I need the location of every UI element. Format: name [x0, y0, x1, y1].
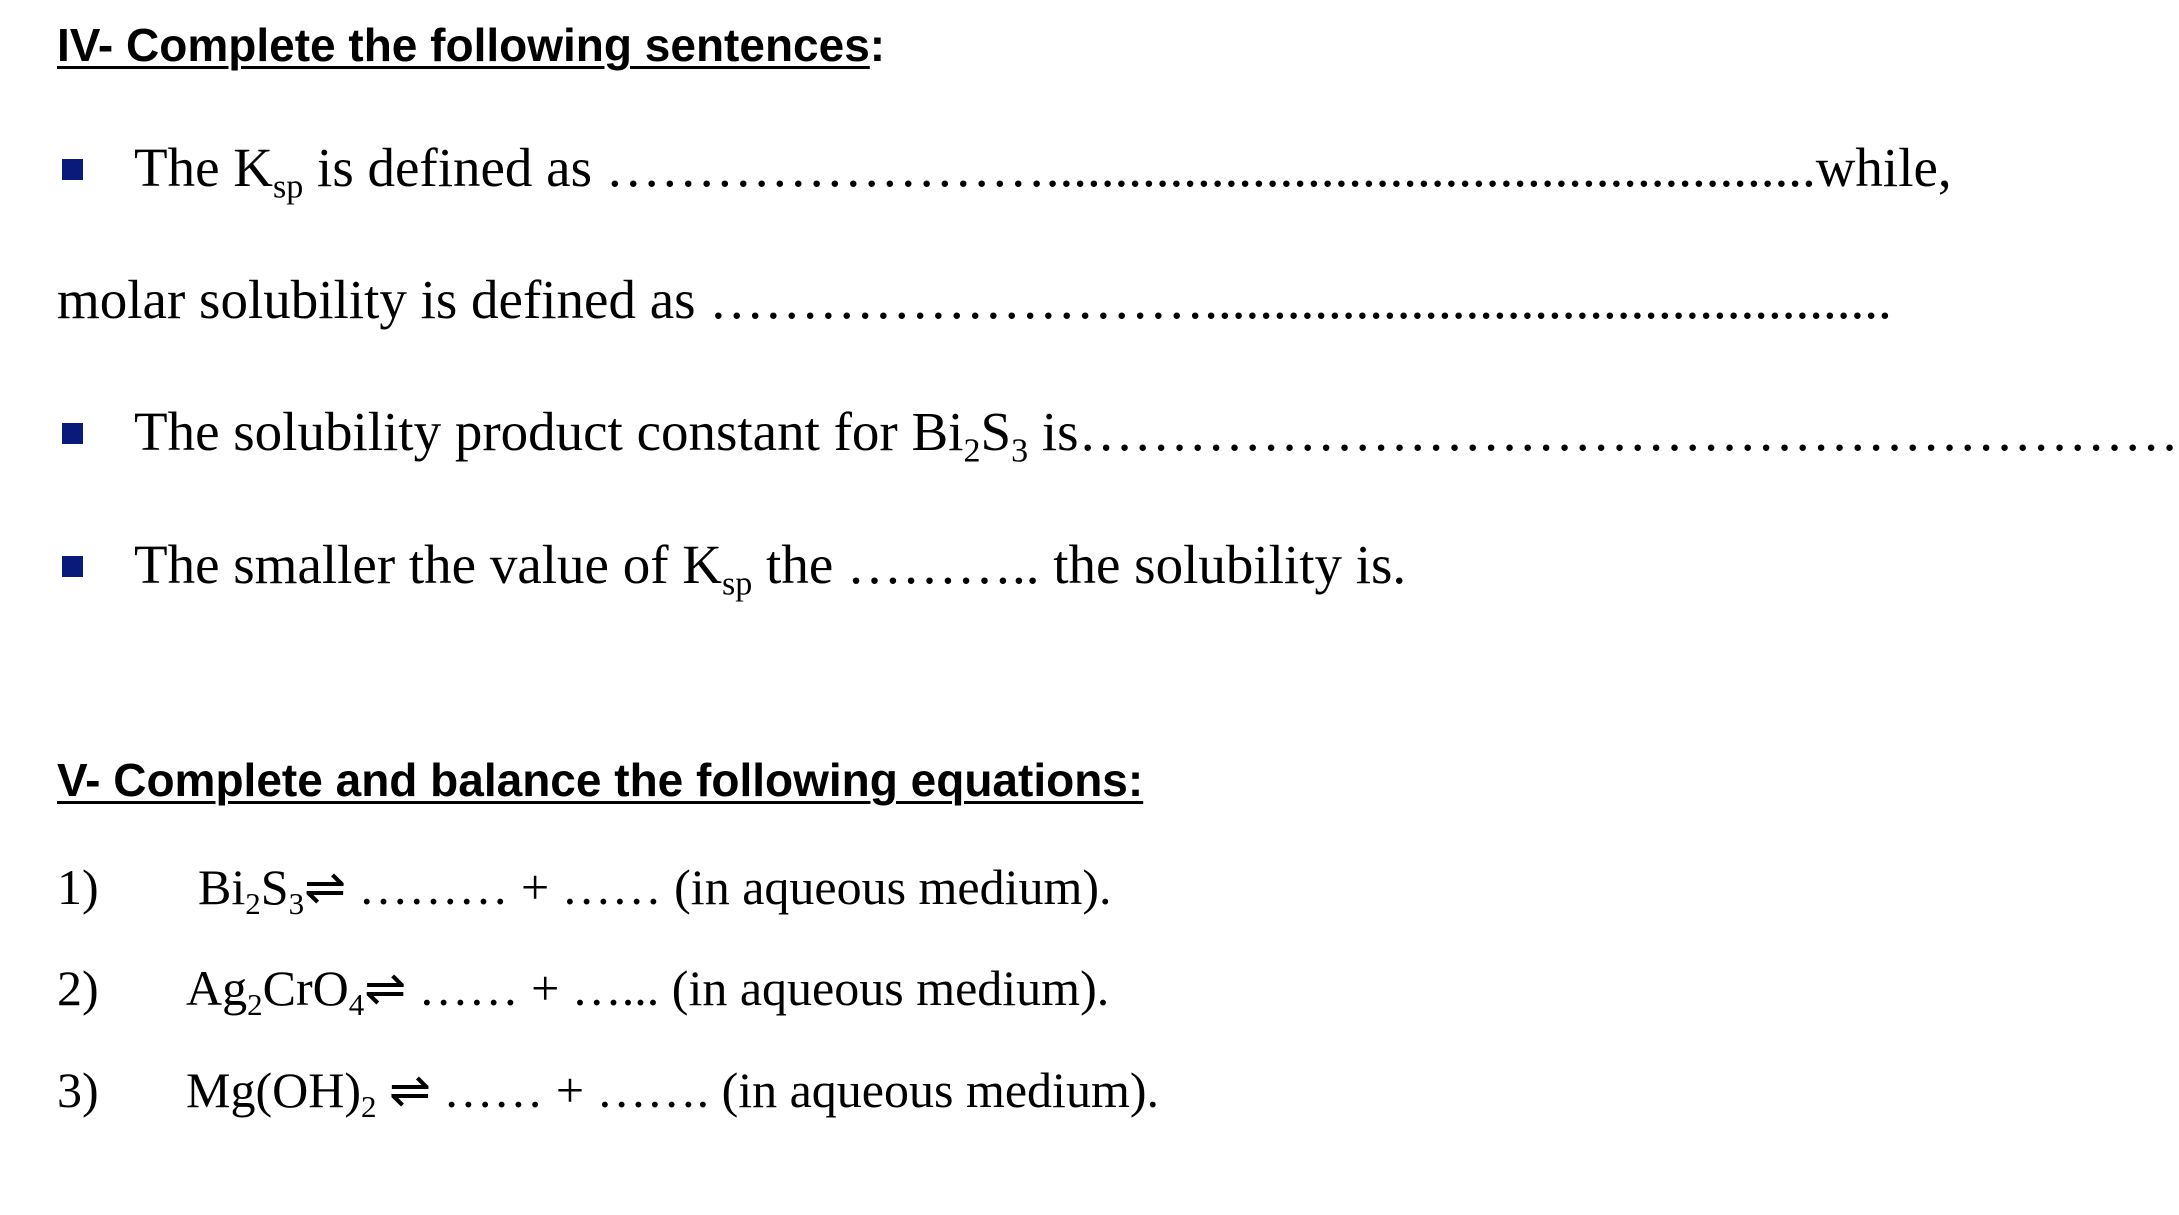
- equation-1: [198, 859, 1112, 922]
- sentence-text: S: [980, 401, 1012, 462]
- subscript: 2: [963, 432, 981, 470]
- subscript: 3: [1011, 432, 1029, 470]
- section-v-heading: [57, 754, 1144, 806]
- bullet-square-icon: [62, 159, 83, 180]
- formula-text: Ag: [186, 960, 248, 1016]
- equation-3: [186, 1062, 1159, 1125]
- sentence-text: the ……….. the solubility is.: [752, 534, 1407, 595]
- equation-number: 1): [57, 859, 99, 915]
- subscript: sp: [272, 168, 304, 206]
- formula-text: Bi: [198, 859, 246, 915]
- subscript: 3: [288, 886, 305, 922]
- formula-text: S: [260, 859, 289, 915]
- equation-rest: ⇌ …… + ……. (in aqueous medium).: [376, 1062, 1159, 1118]
- equation-number: 2): [57, 960, 99, 1016]
- sentence-text: is defined as ……………………........................................................while,: [303, 137, 1952, 198]
- subscript: sp: [721, 565, 753, 603]
- section-iv-title: IV- Complete the following sentences: [57, 19, 870, 71]
- equation-number: 3): [57, 1062, 99, 1118]
- subscript: 2: [245, 886, 261, 922]
- section-v-title: V- Complete and balance the following equations:: [57, 754, 1144, 806]
- equation-2: [186, 960, 1110, 1023]
- subscript: 2: [247, 987, 263, 1023]
- formula-text: CrO: [262, 960, 349, 1016]
- sentence-text: The smaller the value of K: [134, 534, 722, 595]
- bullet-square-icon: [62, 556, 83, 577]
- equation-rest: ⇌ ……… + …… (in aqueous medium).: [304, 859, 1112, 915]
- subscript: 2: [360, 1089, 377, 1125]
- sentence-ksp-definition: [134, 137, 1952, 206]
- subscript: 4: [348, 987, 365, 1023]
- section-iv-colon: :: [869, 19, 886, 71]
- sentence-text: The K: [134, 137, 273, 198]
- sentence-smaller-ksp: [134, 534, 1407, 603]
- sentence-molar-solubility: molar solubility is defined as ………………………..................................................: [57, 269, 1892, 330]
- sentence-bi2s3-ksp: [134, 401, 2179, 470]
- sentence-text: The solubility product constant for Bi: [134, 401, 964, 462]
- bullet-square-icon: [62, 423, 83, 444]
- section-iv-heading: [57, 19, 886, 71]
- formula-text: Mg(OH): [186, 1062, 361, 1118]
- equation-rest: ⇌ …… + …... (in aqueous medium).: [364, 960, 1110, 1016]
- sentence-text: is……………………………………………………: [1028, 401, 2179, 462]
